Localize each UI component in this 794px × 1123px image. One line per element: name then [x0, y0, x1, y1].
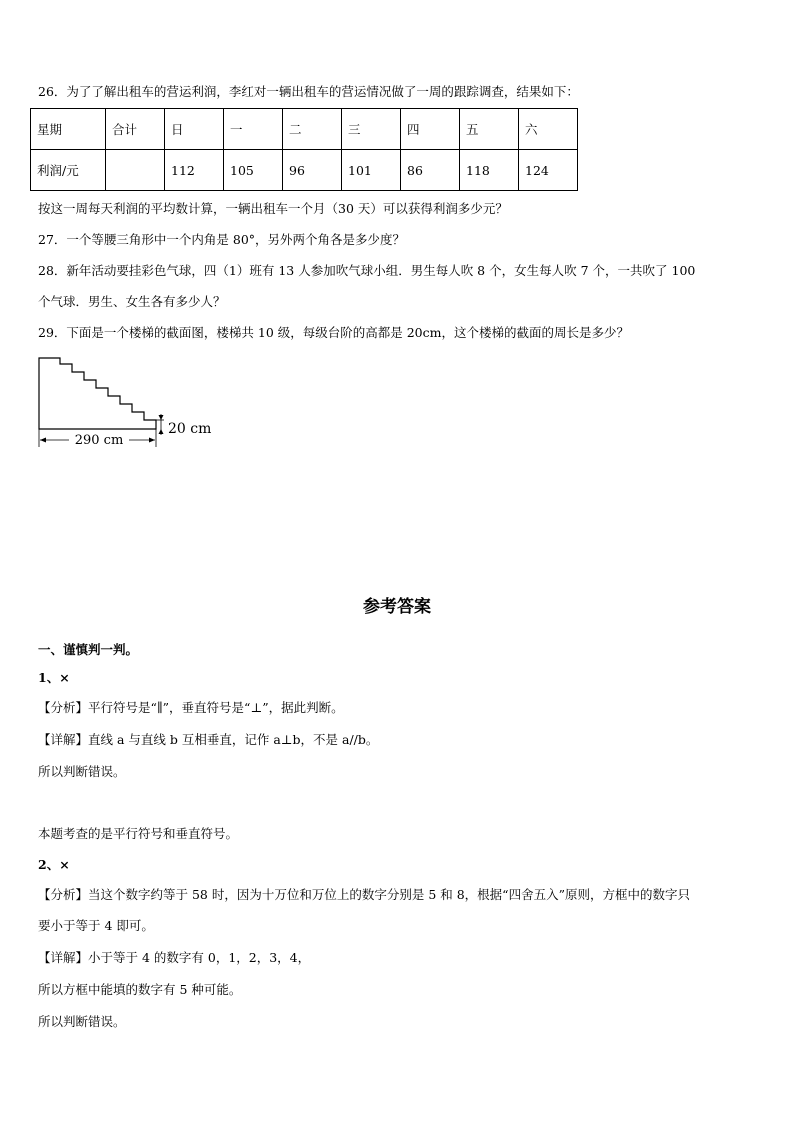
question-28-line-1: 28．新年活动要挂彩色气球，四（1）班有 13 人参加吹气球小组．男生每人吹 8 个，女生每人吹 7 个，一共吹了 100 [38, 263, 696, 278]
table-cell: 101 [342, 150, 401, 191]
arrow-right-icon [149, 438, 155, 443]
table-row [31, 109, 578, 150]
answer-2-analysis-line-2: 要小于等于 4 即可。 [38, 918, 154, 933]
answer-1-analysis: 【分析】平行符号是“∥”，垂直符号是“⊥”，据此判断。 [38, 700, 344, 715]
answer-2-detail: 【详解】小于等于 4 的数字有 0，1，2，3，4， [38, 950, 311, 965]
answer-1-number: 1、× [38, 670, 70, 685]
height-label: 20 cm [168, 421, 212, 437]
answer-2-number: 2、× [38, 857, 70, 872]
question-26: 26．为了了解出租车的营运利润，李红对一辆出租车的营运情况做了一周的跟踪调查，结果如下： [38, 84, 579, 99]
table-cell: 三 [342, 109, 401, 150]
profit-table [30, 108, 578, 191]
answer-2-conclusion: 所以判断错误。 [38, 1014, 126, 1029]
question-27: 27．一个等腰三角形中一个内角是 80°，另外两个角各是多少度？ [38, 232, 406, 247]
table-cell: 日 [165, 109, 224, 150]
answer-1-note: 本题考查的是平行符号和垂直符号。 [38, 826, 239, 841]
answer-1-conclusion: 所以判断错误。 [38, 764, 126, 779]
answer-1-detail: 【详解】直线 a 与直线 b 互相垂直，记作 a⊥b，不是 a//b。 [38, 732, 379, 747]
table-cell: 二 [283, 109, 342, 150]
arrow-up-icon [159, 429, 164, 434]
section-heading: 一、谨慎判一判。 [38, 642, 139, 657]
table-cell: 118 [460, 150, 519, 191]
table-cell: 86 [401, 150, 460, 191]
table-cell: 利润/元 [31, 150, 106, 191]
table-cell: 合计 [106, 109, 165, 150]
arrow-down-icon [159, 415, 164, 420]
staircase-diagram [36, 354, 226, 450]
table-cell: 星期 [31, 109, 106, 150]
answer-2-analysis-line-1: 【分析】当这个数字约等于 58 时，因为十万位和万位上的数字分别是 5 和 8，根据“四舍五入”原则，方框中的数字只 [38, 887, 690, 902]
table-cell [106, 150, 165, 191]
table-cell: 96 [283, 150, 342, 191]
staircase-outline [39, 358, 156, 429]
answer-2-possibilities: 所以方框中能填的数字有 5 种可能。 [38, 982, 242, 997]
table-cell: 四 [401, 109, 460, 150]
table-cell: 五 [460, 109, 519, 150]
table-row [31, 150, 578, 191]
table-cell: 六 [519, 109, 578, 150]
question-28-line-2: 个气球．男生、女生各有多少人？ [38, 294, 226, 309]
arrow-left-icon [40, 438, 46, 443]
table-cell: 一 [224, 109, 283, 150]
width-label: 290 cm [74, 433, 124, 448]
table-cell: 105 [224, 150, 283, 191]
question-29: 29．下面是一个楼梯的截面图，楼梯共 10 级，每级台阶的高都是 20cm，这个楼梯的截面的周长是多少？ [38, 325, 629, 340]
table-cell: 124 [519, 150, 578, 191]
table-cell: 112 [165, 150, 224, 191]
answers-title: 参考答案 [363, 597, 431, 617]
question-26-prompt: 按这一周每天利润的平均数计算，一辆出租车一个月（30 天）可以获得利润多少元？ [38, 201, 508, 216]
